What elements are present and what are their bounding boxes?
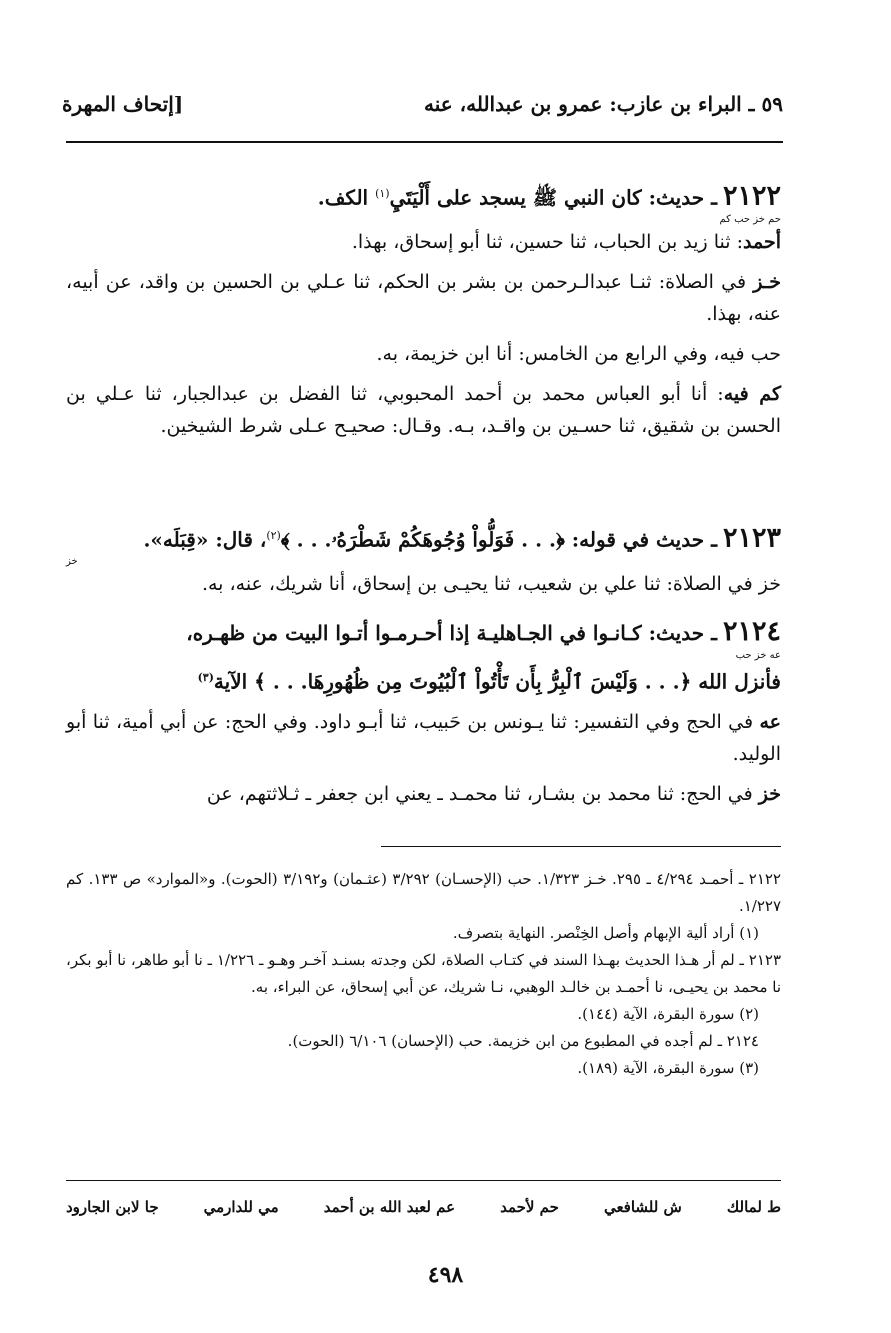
- sigla: حم خز حب كم: [719, 214, 781, 226]
- footnote-2122: ٢١٢٢ ـ أحمـد ٤/٢٩٤ ـ ٢٩٥. خـز ١/٣٢٣. حب (الإحسـان) ٣/٢٩٢ (عثـمان) و٣/١٩٢ (الحوت). و«الموارد» ص ١٣٣. كم ١/٢٢٧.: [66, 870, 781, 915]
- hadith-heading: [66, 520, 781, 556]
- source-label: أحمد: [743, 231, 781, 254]
- hadith-number: ٢١٢٣: [722, 522, 781, 554]
- hadith-number: ٢١٢٤: [722, 616, 781, 647]
- sigla: خز: [66, 556, 78, 568]
- source-label: خـز: [753, 271, 781, 294]
- source-label: خز: [758, 782, 781, 805]
- footnote-ref: (٣): [197, 671, 214, 684]
- chain-paragraph: [66, 778, 781, 810]
- hadith-2122: [66, 178, 781, 450]
- footnotes: [66, 866, 781, 1082]
- hadith-2124: [66, 616, 781, 818]
- footnote-note-3: (٣) سورة البقرة، الآية (١٨٩).: [577, 1059, 759, 1077]
- header-rule: [66, 141, 783, 143]
- footnote-2123: ٢١٢٣ ـ لم أر هـذا الحديث بهـذا السند في كتـاب الصلاة، لكن وجدته بسنـد آخـر وهـو ـ ١/٢٢٦ ـ نا أبو طاهر، نا أبو بكر، نا محمد بن يحيـى، نا أحمـد بن خالـد الوهبي، نـا شريك، عن أبي إسحاق، عن البراء، به.: [66, 951, 782, 996]
- chain-text: في الصلاة: ثنـا عبدالـرحمن بن بشر بن الحكم، ثنا عـلي بن الحسين بن واقد، عن أبيه، عنه، بهذا.: [66, 271, 781, 326]
- hadith-text-end: ، قال: «قِبَلَه».: [143, 527, 267, 552]
- chain-text: في الحج: ثنا محمد بن بشـار، ثنا محمـد ـ يعني ابن جعفر ـ ثـلاثتهم، عن: [206, 782, 759, 805]
- chain-paragraph: حب فيه، وفي الرابع من الخامس: أنا ابن خزيمة، به.: [376, 343, 781, 366]
- legend-rule: [66, 1180, 781, 1181]
- hadith-text-line2: [66, 662, 781, 698]
- chain-text: : أنا أبو العباس محمد بن أحمد المحبوبي، ثنا الفضل بن عبدالجبار، ثنا عـلي بن الحسن بن شقيق، ثنا حسـين بن واقـد، بـه. وقـال: صحيـح عـلى شرط الشيخين.: [66, 383, 781, 438]
- hadith-text: ـ حديث: كـانـوا في الجـاهليـة إذا أحـرمـوا أتـوا البيت من ظهـره،: [186, 621, 717, 645]
- sigla: عه خز حب: [735, 650, 781, 661]
- running-header: [62, 92, 783, 132]
- legend-item: مي للدارمي: [203, 1198, 279, 1216]
- chain-paragraph: [66, 706, 781, 770]
- page-number: ٤٩٨: [427, 1262, 464, 1288]
- footnote-note-1: (١) أراد ألية الإبهام وأصل الخِنْصر. النهاية بتصرف.: [452, 924, 759, 942]
- footnote-2124: ٢١٢٤ ـ لم أجده في المطبوع من ابن خزيمة. حب (الإحسان) ٦/١٠٦ (الحوت).: [287, 1032, 759, 1050]
- hadith-text-end: الكف.: [317, 185, 376, 210]
- chain-paragraph: [66, 266, 781, 330]
- footnote-note-2: (٢) سورة البقرة، الآية (١٤٤).: [577, 1005, 759, 1023]
- footnote-rule: [381, 846, 781, 847]
- source-label: عه: [759, 710, 781, 733]
- legend-item: عم لعبد الله بن أحمد: [323, 1198, 456, 1216]
- chain-paragraph: [66, 378, 781, 442]
- chapter-title: ٥٩ ـ البراء بن عازب: عمرو بن عبدالله، عنه: [423, 92, 783, 116]
- legend-item: حم لأحمد: [500, 1198, 559, 1216]
- chain-text: في الحج وفي التفسير: ثنا يـونس بن حَبيب، ثنا أبـو داود. وفي الحج: عن أبي أمية، ثنا أبو الوليد.: [66, 710, 781, 765]
- hadith-2123: [66, 520, 781, 608]
- hadith-number: ٢١٢٢: [722, 180, 781, 212]
- legend-item: ط لمالك: [726, 1198, 781, 1216]
- siglum-legend: [66, 1198, 781, 1216]
- hadith-heading: [66, 178, 781, 214]
- footnote-ref: (١): [375, 187, 390, 200]
- chain-paragraph: خز في الصلاة: ثنا علي بن شعيب، ثنا يحيـى بن إسحاق، أنا شريك، عنه، به.: [201, 573, 781, 596]
- legend-item: ش للشافعي: [603, 1198, 682, 1216]
- book-title: [إتحاف المهرة: [62, 92, 184, 116]
- chain-text: : ثنا زيد بن الحباب، ثنا حسين، ثنا أبو إسحاق، بهذا.: [351, 231, 744, 254]
- source-label: كم فيه: [723, 383, 781, 406]
- hadith-heading: [66, 616, 781, 650]
- chain-paragraph: [66, 226, 781, 258]
- legend-item: جا لابن الجارود: [66, 1198, 159, 1216]
- hadith-text: ـ حديث: كان النبي ﷺ يسجد على أَلْيَتَيِ: [389, 185, 717, 210]
- verse-text: فأنزل الله ﴿. . . وَلَيْسَ ٱلْبِرُّ بِأَن تَأْتُواْ ٱلْبُيُوتَ مِن ظُهُورِهَا. . . ﴾ الآية: [213, 669, 781, 694]
- footnote-ref: (٢): [266, 529, 281, 542]
- hadith-text: ـ حديث في قوله: ﴿. . . فَوَلُّواْ وُجُوهَكُمْ شَطْرَهُۥ. . . ﴾: [280, 527, 717, 552]
